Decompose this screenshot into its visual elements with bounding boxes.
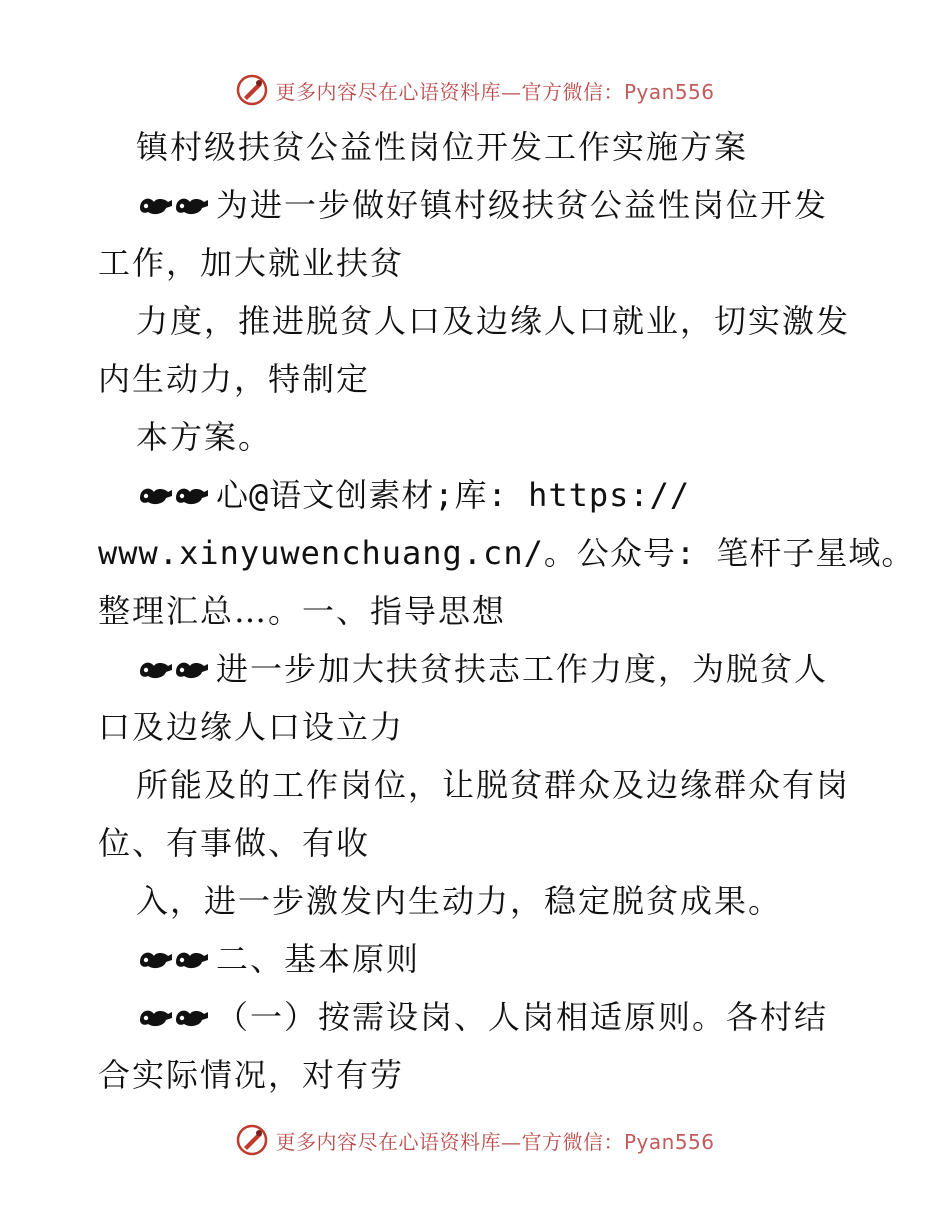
line-text: 口及边缘人口设立力 (98, 708, 405, 746)
text-line (98, 756, 858, 814)
text-line (98, 350, 858, 408)
banner-label: 更多内容尽在心语资料库—官方微信： (275, 79, 624, 104)
text-line (98, 234, 858, 292)
text-line (98, 988, 858, 1046)
line-text: 进一步加大扶贫扶志工作力度，为脱贫人 (216, 650, 829, 688)
line-text: 内生动力，特制定 (98, 360, 371, 398)
banner-text (275, 1126, 714, 1155)
line-text: 整理汇总…。一、指导思想 (98, 592, 507, 630)
hand-fleuron-icon (136, 188, 214, 220)
line-text: 为进一步做好镇村级扶贫公益性岗位开发 (216, 186, 829, 224)
line-text: 心@语文创素材;库: https:// (216, 476, 691, 514)
banner-label: 更多内容尽在心语资料库—官方微信： (275, 1129, 624, 1154)
line-text: 合实际情况，对有劳 (98, 1056, 405, 1094)
line-text: 入，进一步激发内生动力，稳定脱贫成果。 (136, 882, 783, 920)
text-line (98, 640, 858, 698)
header-banner (0, 70, 950, 110)
banner-wechat-id: Pyan556 (623, 1129, 715, 1154)
text-line (98, 466, 858, 524)
hand-fleuron-icon (136, 1000, 214, 1032)
text-line (98, 292, 858, 350)
document-body (98, 118, 915, 1104)
text-line (98, 872, 858, 930)
line-text: 二、基本原则 (216, 940, 421, 978)
banner-text (275, 76, 714, 105)
line-text: www.xinyuwenchuang.cn/。公众号: 笔杆子星域。 (98, 534, 915, 572)
text-line (98, 1046, 858, 1104)
text-line (98, 118, 858, 176)
text-line (98, 176, 858, 234)
line-text: 力度，推进脱贫人口及边缘人口就业，切实激发 (136, 302, 851, 340)
line-text: 所能及的工作岗位，让脱贫群众及边缘群众有岗 (136, 766, 851, 804)
line-text: （一）按需设岗、人岗相适原则。各村结 (216, 998, 829, 1036)
text-line (98, 524, 915, 582)
text-line (98, 408, 858, 466)
text-line (98, 698, 858, 756)
text-line (98, 814, 858, 872)
hand-fleuron-icon (136, 652, 214, 684)
hand-fleuron-icon (136, 942, 214, 974)
line-text: 本方案。 (136, 418, 273, 456)
hand-fleuron-icon (136, 478, 214, 510)
quill-seal-icon (235, 1123, 269, 1157)
text-line (98, 582, 858, 640)
line-text: 位、有事做、有收 (98, 824, 371, 862)
footer-banner (0, 1120, 950, 1160)
line-text: 工作，加大就业扶贫 (98, 244, 405, 282)
text-line (98, 930, 858, 988)
banner-wechat-id: Pyan556 (623, 79, 715, 104)
line-text: 镇村级扶贫公益性岗位开发工作实施方案 (136, 128, 749, 166)
quill-seal-icon (235, 73, 269, 107)
